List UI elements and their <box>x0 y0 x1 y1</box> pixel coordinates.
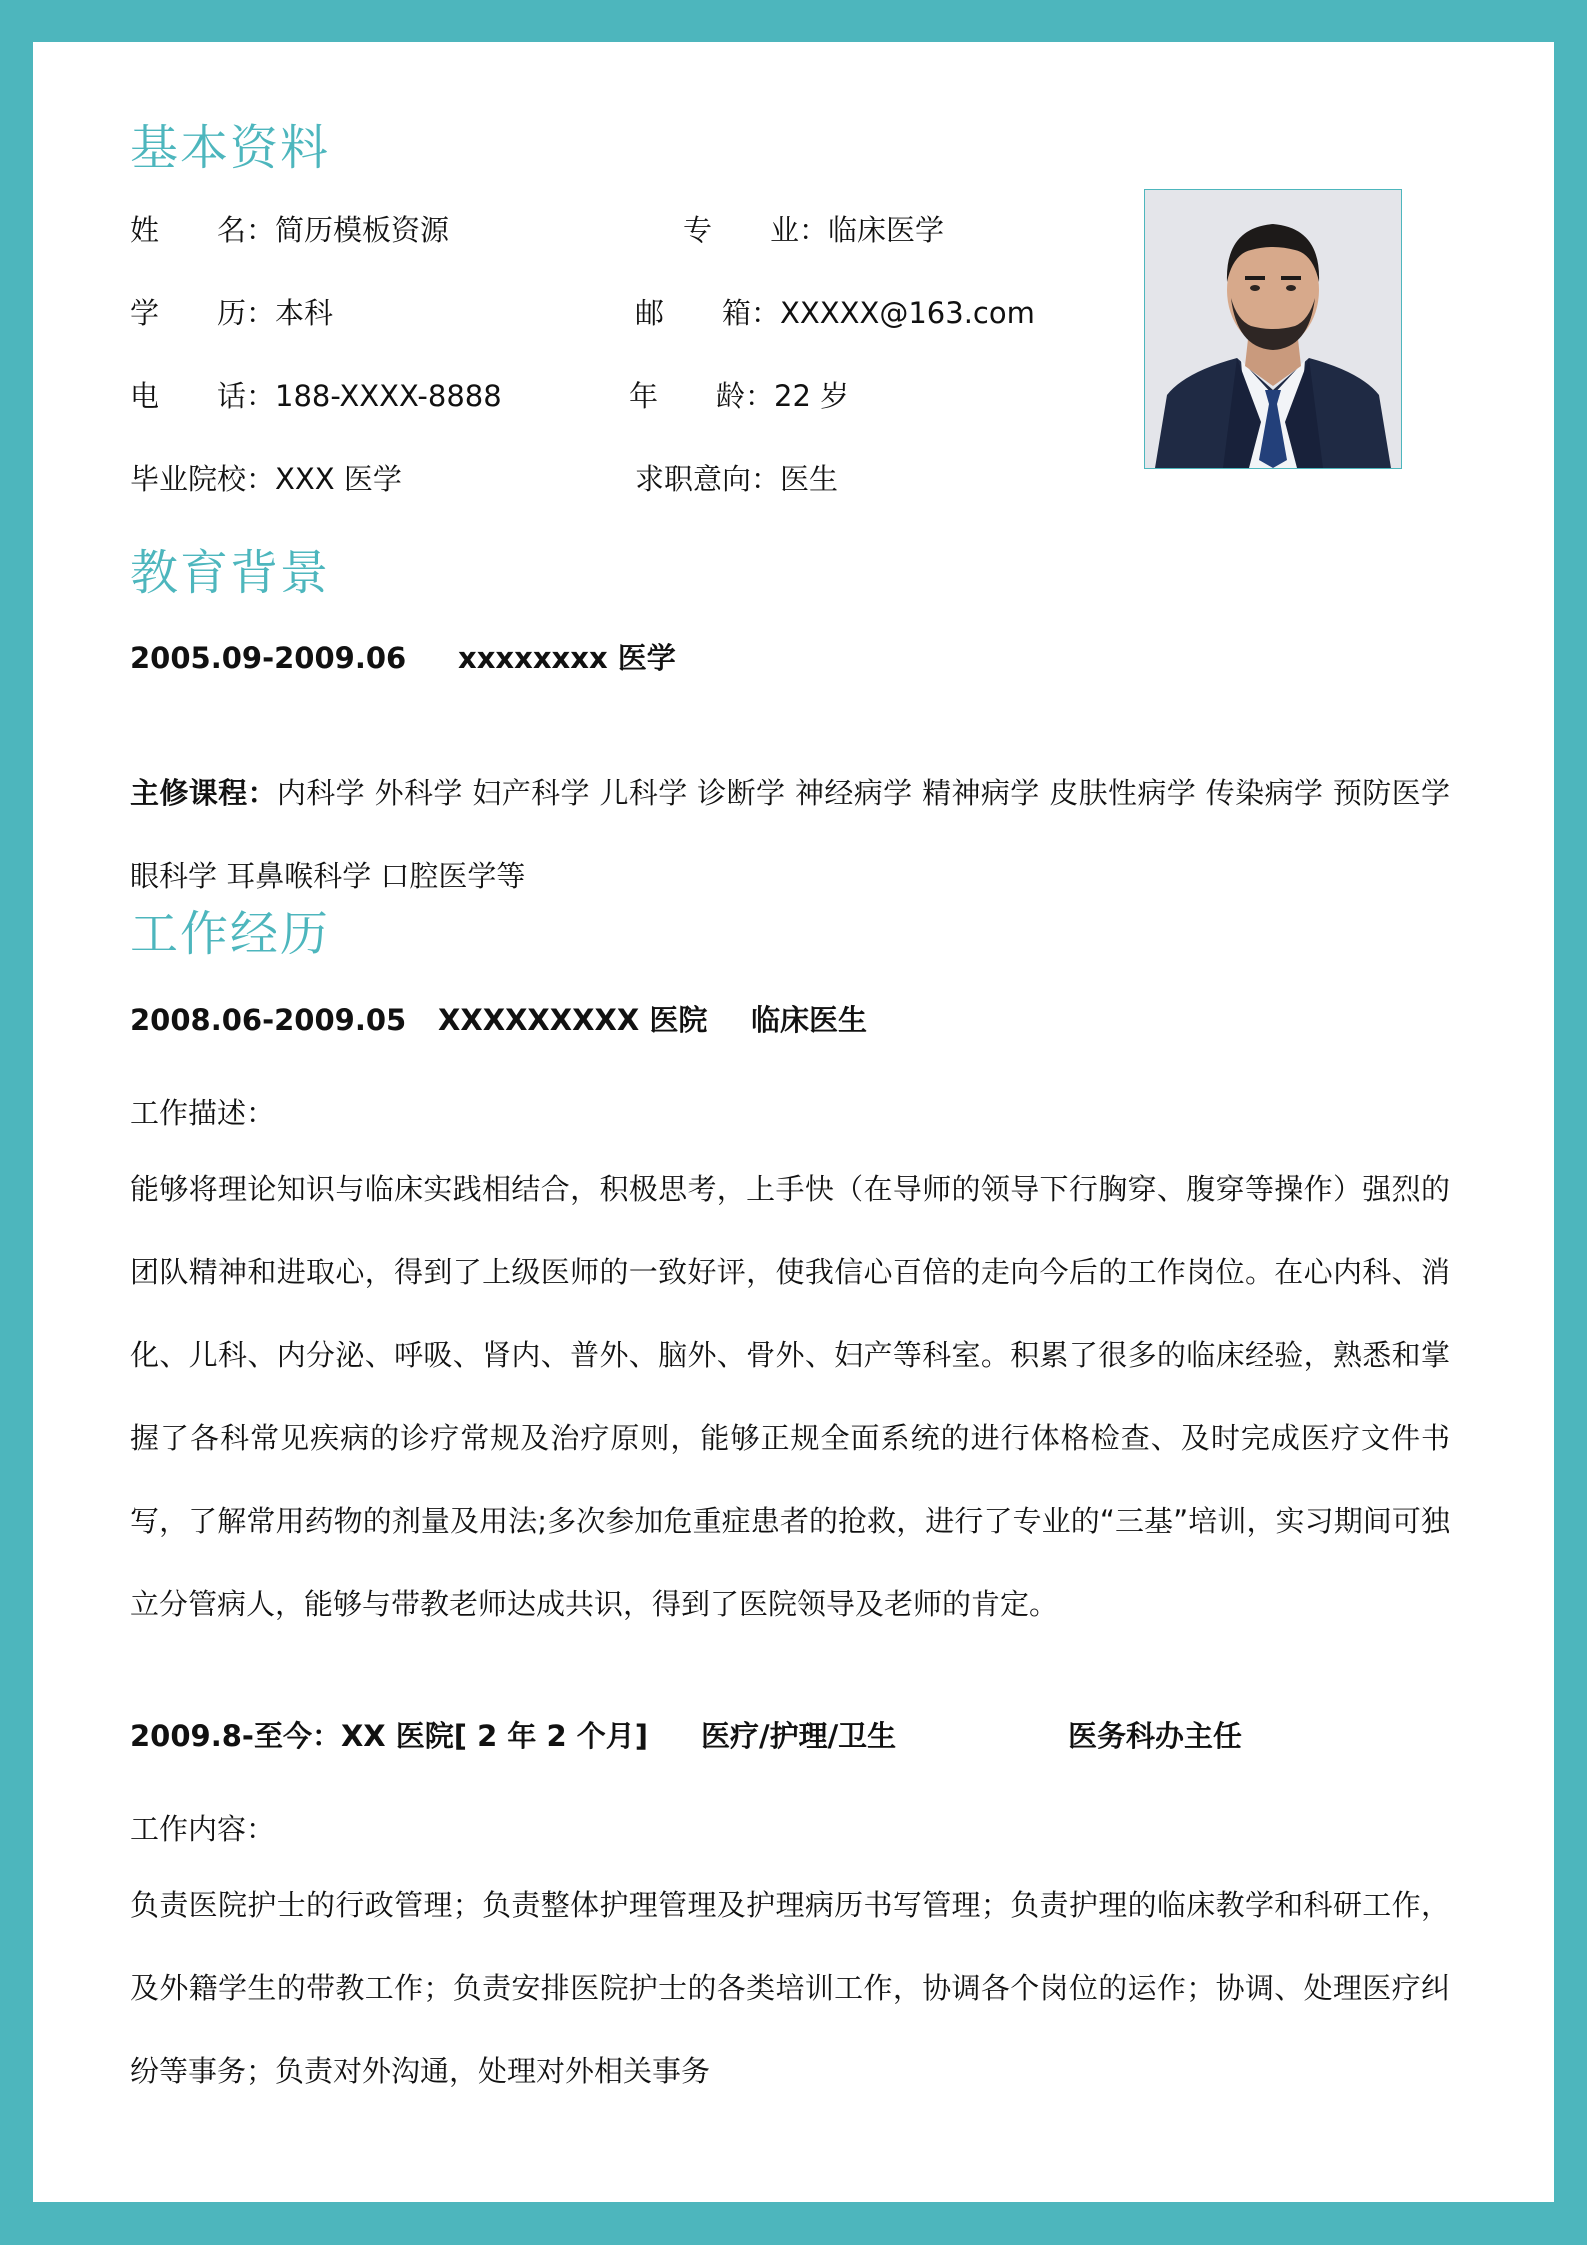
work-1-desc-label: 工作描述： <box>130 1096 276 1130</box>
email-label: 邮 箱： <box>635 296 781 330</box>
basic-name-row <box>130 212 449 248</box>
name-value: 简历模板资源 <box>275 213 450 247</box>
intent-label: 求职意向： <box>635 462 781 496</box>
phone-label: 电 话： <box>130 379 276 413</box>
age-value: 22 岁 <box>774 379 850 413</box>
basic-major-row <box>683 212 944 248</box>
intent-value: 医生 <box>780 462 839 496</box>
work-1-org: XXXXXXXXX 医院 <box>438 1003 708 1037</box>
work-1-period: 2008.06-2009.05 <box>130 1003 407 1037</box>
section-title-basic: 基本资料 <box>130 120 331 176</box>
work-2-org: 医疗/护理/卫生 <box>701 1719 897 1753</box>
work-2-period: 2009.8-至今：XX 医院[ 2 年 2 个月] <box>130 1719 649 1753</box>
education-school: xxxxxxxx 医学 <box>458 641 676 675</box>
education-courses <box>130 752 1450 918</box>
courses-text: 内科学 外科学 妇产科学 儿科学 诊断学 神经病学 精神病学 皮肤性病学 传染病学 预防医学 眼科学 耳鼻喉科学 口腔医学等 <box>130 776 1450 893</box>
portrait-photo <box>1144 189 1402 469</box>
major-label: 专 业： <box>683 213 829 247</box>
work-2-role: 医务科办主任 <box>1068 1719 1243 1753</box>
basic-phone-row <box>130 378 502 414</box>
school-label: 毕业院校： <box>130 462 276 496</box>
school-value: XXX 医学 <box>275 462 402 496</box>
work-2-desc: 负责医院护士的行政管理；负责整体护理管理及护理病历书写管理；负责护理的临床教学和科研工作，及外籍学生的带教工作；负责安排医院护士的各类培训工作，协调各个岗位的运作；协调、处理医疗纠纷等事务；负责对外沟通，处理对外相关事务 <box>130 1888 1450 2088</box>
section-title-education: 教育背景 <box>130 545 331 601</box>
education-period: 2005.09-2009.06 <box>130 641 407 675</box>
work-1-role: 临床医生 <box>751 1003 868 1037</box>
work-2-desc-label: 工作内容： <box>130 1812 276 1846</box>
basic-degree-row <box>130 295 333 331</box>
resume-page <box>33 42 1554 2202</box>
degree-value: 本科 <box>275 296 334 330</box>
work-1-desc: 能够将理论知识与临床实践相结合，积极思考，上手快（在导师的领导下行胸穿、腹穿等操作）强烈的团队精神和进取心，得到了上级医师的一致好评，使我信心百倍的走向今后的工作岗位。在心内科、消化、儿科、内分泌、呼吸、肾内、普外、脑外、骨外、妇产等科室。积累了很多的临床经验，熟悉和掌握了各科常见疾病的诊疗常规及治疗原则，能够正规全面系统的进行体格检查、及时完成医疗文件书写，了解常用药物的剂量及用法;多次参加危重症患者的抢救，进行了专业的“三基”培训，实习期间可独立分管病人，能够与带教老师达成共识，得到了医院领导及老师的肯定。 <box>130 1172 1450 1621</box>
basic-intent-row <box>635 461 838 497</box>
basic-email-row <box>635 295 1035 331</box>
email-value: XXXXX@163.com <box>780 296 1035 330</box>
section-title-work: 工作经历 <box>130 906 331 962</box>
basic-age-row <box>629 378 849 414</box>
age-label: 年 龄： <box>629 379 775 413</box>
basic-school-row <box>130 461 402 497</box>
major-value: 临床医学 <box>828 213 945 247</box>
degree-label: 学 历： <box>130 296 276 330</box>
phone-value: 188-XXXX-8888 <box>275 379 502 413</box>
courses-label: 主修课程： <box>130 776 277 810</box>
name-label: 姓 名： <box>130 213 276 247</box>
